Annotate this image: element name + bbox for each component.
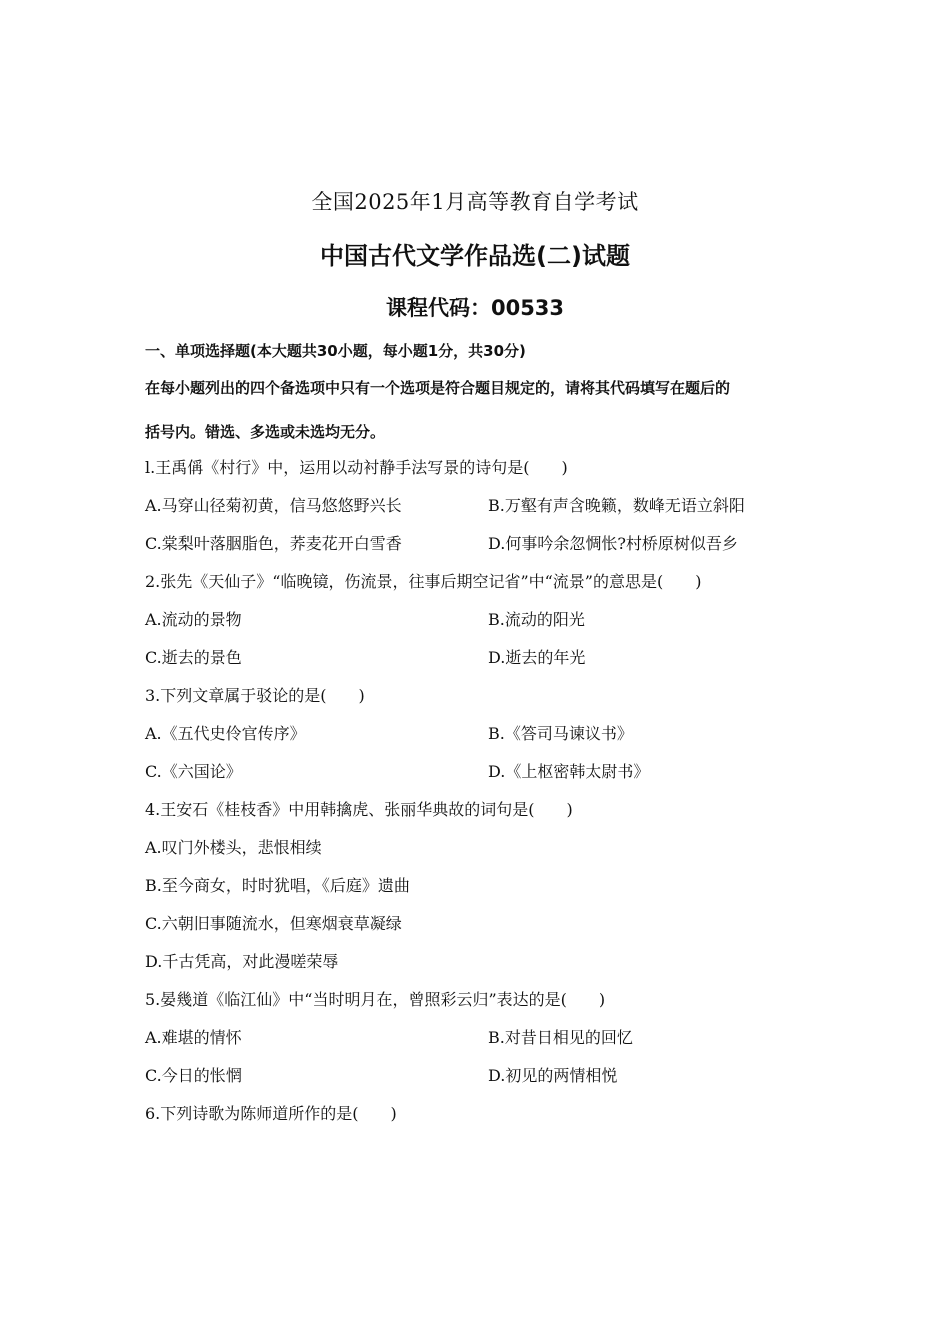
exam-title: 全国2025年1月高等教育自学考试 (311, 190, 639, 214)
section-instruction-line-2: 括号内。错选、多选或未选均无分。 (145, 423, 386, 441)
option-2a: A.流动的景物 (145, 610, 242, 629)
option-5c: C.今日的怅惘 (145, 1066, 242, 1085)
option-4c: C.六朝旧事随流水，但寒烟衰草凝绿 (145, 914, 402, 933)
option-4a: A.叹门外楼头，悲恨相续 (145, 838, 322, 857)
option-1c: C.棠梨叶落胭脂色，荞麦花开白雪香 (145, 534, 402, 553)
option-3a: A.《五代史伶官传序》 (145, 724, 306, 743)
question-stem-4: 4.王安石《桂枝香》中用韩擒虎、张丽华典故的词句是( ) (145, 800, 573, 819)
option-3d: D.《上枢密韩太尉书》 (488, 762, 650, 781)
option-1a: A.马穿山径菊初黄，信马悠悠野兴长 (145, 496, 402, 515)
question-stem-1: l.王禹偁《村行》中，运用以动衬静手法写景的诗句是( ) (145, 458, 568, 477)
section-instruction-line-1: 在每小题列出的四个备选项中只有一个选项是符合题目规定的，请将其代码填写在题后的 (145, 379, 731, 397)
option-4d: D.千古凭高，对此漫嗟荣辱 (145, 952, 339, 971)
option-4b: B.至今商女，时时犹唱，《后庭》遗曲 (145, 876, 410, 895)
question-stem-3: 3.下列文章属于驳论的是( ) (145, 686, 365, 705)
option-2d: D.逝去的年光 (488, 648, 586, 667)
question-stem-6: 6.下列诗歌为陈师道所作的是( ) (145, 1104, 397, 1123)
question-stem-2: 2.张先《天仙子》“临晚镜，伤流景，往事后期空记省”中“流景”的意思是( ) (145, 572, 702, 591)
option-2b: B.流动的阳光 (488, 610, 585, 629)
option-1b: B.万壑有声含晚籁，数峰无语立斜阳 (488, 496, 745, 515)
option-2c: C.逝去的景色 (145, 648, 242, 667)
subject-title: 中国古代文学作品选(二)试题 (320, 242, 630, 270)
section-heading: 一、单项选择题(本大题共30小题，每小题1分，共30分) (145, 342, 526, 360)
option-3c: C.《六国论》 (145, 762, 242, 781)
option-5b: B.对昔日相见的回忆 (488, 1028, 633, 1047)
option-3b: B.《答司马谏议书》 (488, 724, 633, 743)
option-1d: D.何事吟余忽惆怅?村桥原树似吾乡 (488, 534, 738, 553)
option-5a: A.难堪的情怀 (145, 1028, 242, 1047)
option-5d: D.初见的两情相悦 (488, 1066, 618, 1085)
question-stem-5: 5.晏幾道《临江仙》中“当时明月在，曾照彩云归”表达的是( ) (145, 990, 606, 1009)
course-code: 课程代码：00533 (385, 296, 565, 320)
